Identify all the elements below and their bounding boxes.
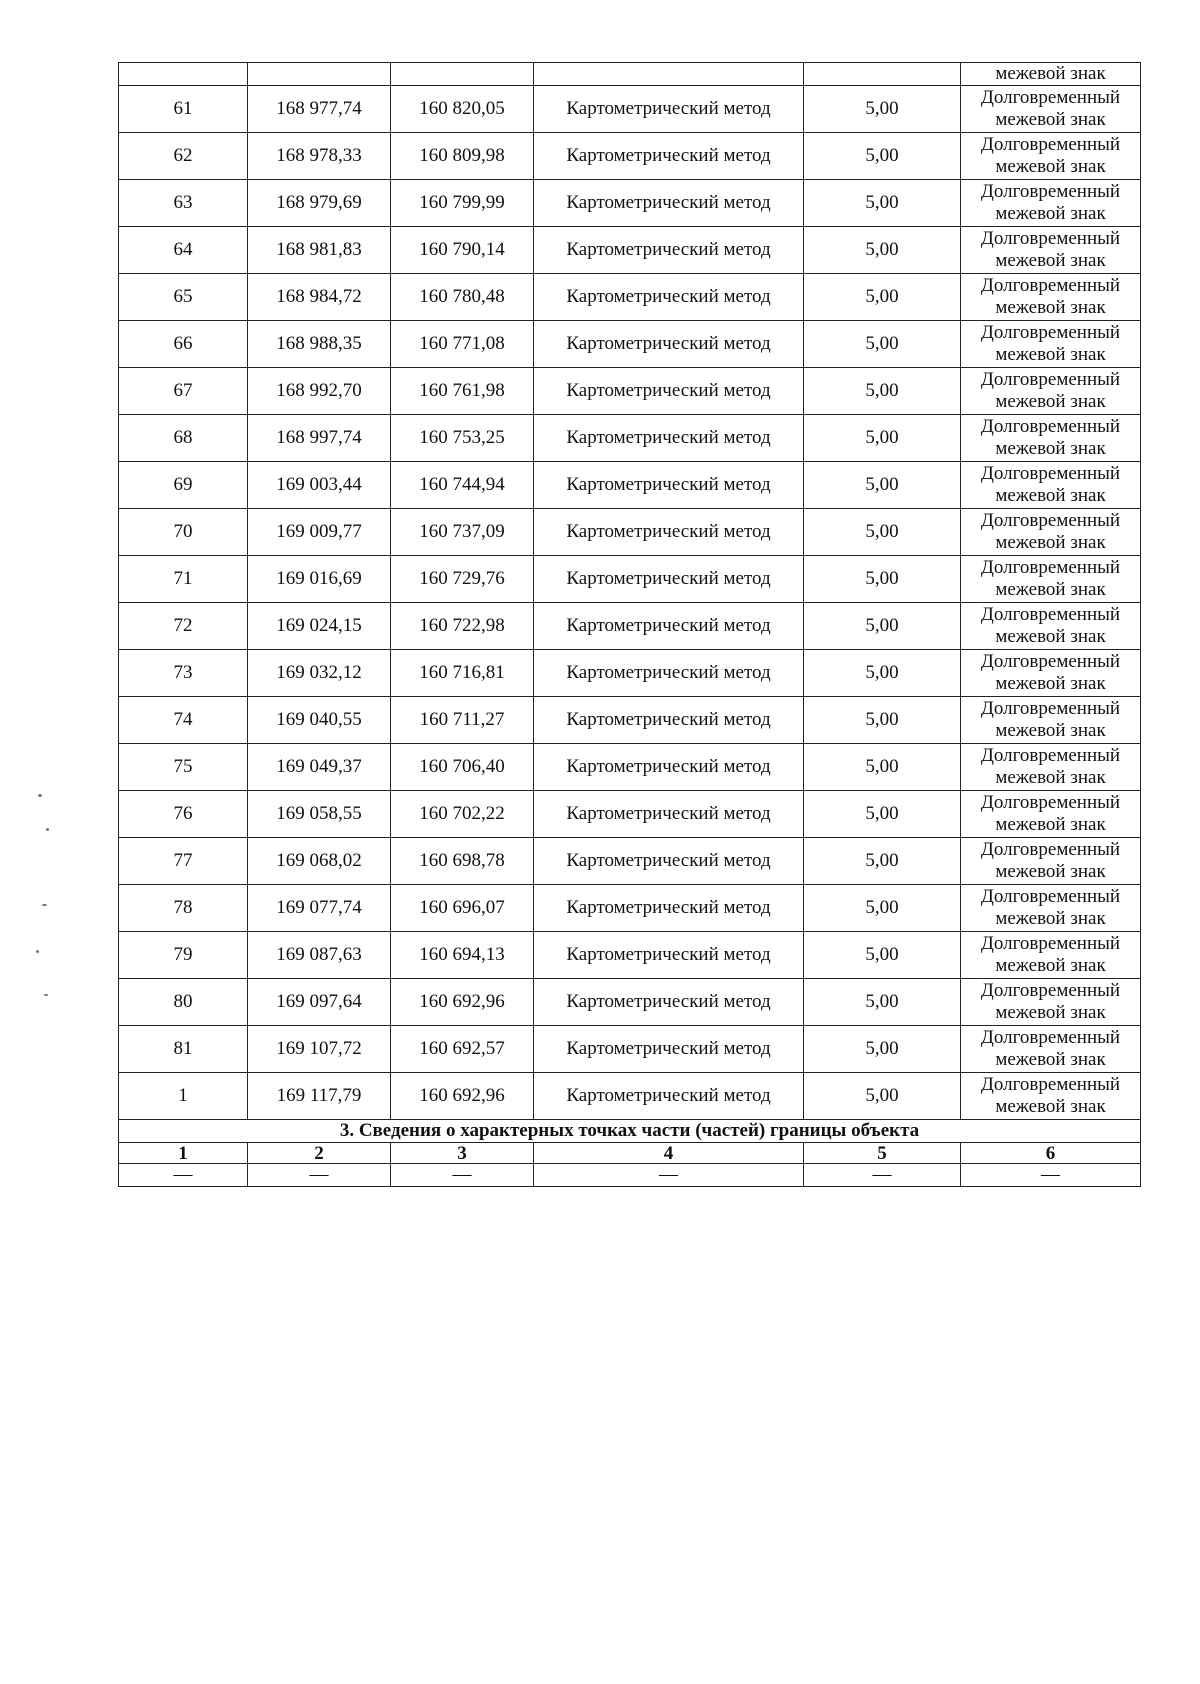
mark-kind-text: межевой знак xyxy=(995,156,1106,177)
dash-cell: — xyxy=(248,1164,391,1187)
empty-data-row xyxy=(119,1164,1141,1187)
mark-kind-text: межевой знак xyxy=(995,109,1106,130)
mark-kind-text: межевой знак xyxy=(995,720,1106,741)
table-row xyxy=(119,744,1141,791)
point-number-cell: 81 xyxy=(119,1026,248,1073)
x-coordinate-cell: 168 981,83 xyxy=(248,227,391,274)
mark-type-text: Долговременный xyxy=(980,1027,1121,1048)
table-cell xyxy=(804,63,961,86)
section-title: 3. Сведения о характерных точках части (частей) границы объекта xyxy=(119,1120,1141,1143)
mark-tail-cell: межевой знак xyxy=(961,63,1141,86)
method-cell: Картометрический метод xyxy=(534,650,804,697)
mark-type-text: Долговременный xyxy=(980,275,1121,296)
y-coordinate-cell: 160 694,13 xyxy=(391,932,534,979)
mark-description-cell xyxy=(961,744,1141,791)
column-number-cell: 1 xyxy=(119,1143,248,1164)
point-number-cell: 68 xyxy=(119,415,248,462)
accuracy-cell: 5,00 xyxy=(804,556,961,603)
mark-kind-text: межевой знак xyxy=(995,626,1106,647)
continued-row xyxy=(119,63,1141,86)
mark-description-cell xyxy=(961,791,1141,838)
mark-description-cell xyxy=(961,321,1141,368)
mark-type-text: Долговременный xyxy=(980,181,1121,202)
mark-type-text: Долговременный xyxy=(980,134,1121,155)
x-coordinate-cell: 168 979,69 xyxy=(248,180,391,227)
x-coordinate-cell: 168 978,33 xyxy=(248,133,391,180)
x-coordinate-cell: 169 049,37 xyxy=(248,744,391,791)
mark-description-cell xyxy=(961,462,1141,509)
mark-type-text: Долговременный xyxy=(980,463,1121,484)
accuracy-cell: 5,00 xyxy=(804,932,961,979)
accuracy-cell: 5,00 xyxy=(804,650,961,697)
table-row xyxy=(119,227,1141,274)
x-coordinate-cell: 169 040,55 xyxy=(248,697,391,744)
table-row xyxy=(119,697,1141,744)
table-row xyxy=(119,838,1141,885)
mark-kind-text: межевой знак xyxy=(995,532,1106,553)
mark-description-cell xyxy=(961,650,1141,697)
mark-kind-text: межевой знак xyxy=(995,203,1106,224)
dash-cell: — xyxy=(391,1164,534,1187)
y-coordinate-cell: 160 711,27 xyxy=(391,697,534,744)
mark-type-text: Долговременный xyxy=(980,933,1121,954)
column-numbers-row xyxy=(119,1143,1141,1164)
table-row xyxy=(119,462,1141,509)
mark-kind-text: межевой знак xyxy=(995,485,1106,506)
column-number-cell: 5 xyxy=(804,1143,961,1164)
method-cell: Картометрический метод xyxy=(534,415,804,462)
y-coordinate-cell: 160 729,76 xyxy=(391,556,534,603)
point-number-cell: 71 xyxy=(119,556,248,603)
accuracy-cell: 5,00 xyxy=(804,509,961,556)
method-cell: Картометрический метод xyxy=(534,462,804,509)
method-cell: Картометрический метод xyxy=(534,603,804,650)
table-row xyxy=(119,368,1141,415)
y-coordinate-cell: 160 706,40 xyxy=(391,744,534,791)
y-coordinate-cell: 160 737,09 xyxy=(391,509,534,556)
point-number-cell: 70 xyxy=(119,509,248,556)
mark-kind-text: межевой знак xyxy=(995,438,1106,459)
mark-type-text: Долговременный xyxy=(980,322,1121,343)
y-coordinate-cell: 160 702,22 xyxy=(391,791,534,838)
mark-type-text: Долговременный xyxy=(980,651,1121,672)
y-coordinate-cell: 160 799,99 xyxy=(391,180,534,227)
accuracy-cell: 5,00 xyxy=(804,979,961,1026)
table-cell xyxy=(119,63,248,86)
scan-speck xyxy=(42,904,47,906)
mark-kind-text: межевой знак xyxy=(995,1002,1106,1023)
accuracy-cell: 5,00 xyxy=(804,744,961,791)
point-number-cell: 73 xyxy=(119,650,248,697)
y-coordinate-cell: 160 696,07 xyxy=(391,885,534,932)
mark-kind-text: межевой знак xyxy=(995,250,1106,271)
point-number-cell: 80 xyxy=(119,979,248,1026)
accuracy-cell: 5,00 xyxy=(804,697,961,744)
x-coordinate-cell: 168 992,70 xyxy=(248,368,391,415)
table-row xyxy=(119,791,1141,838)
mark-type-text: Долговременный xyxy=(980,557,1121,578)
mark-type-text: Долговременный xyxy=(980,1074,1121,1095)
x-coordinate-cell: 169 068,02 xyxy=(248,838,391,885)
method-cell: Картометрический метод xyxy=(534,1026,804,1073)
x-coordinate-cell: 169 058,55 xyxy=(248,791,391,838)
table-row xyxy=(119,1073,1141,1120)
x-coordinate-cell: 169 097,64 xyxy=(248,979,391,1026)
accuracy-cell: 5,00 xyxy=(804,86,961,133)
mark-type-text: Долговременный xyxy=(980,886,1121,907)
x-coordinate-cell: 169 009,77 xyxy=(248,509,391,556)
mark-type-text: Долговременный xyxy=(980,510,1121,531)
mark-type-text: Долговременный xyxy=(980,604,1121,625)
mark-kind-text: межевой знак xyxy=(995,1096,1106,1117)
column-number-cell: 4 xyxy=(534,1143,804,1164)
x-coordinate-cell: 169 117,79 xyxy=(248,1073,391,1120)
table-row xyxy=(119,603,1141,650)
x-coordinate-cell: 169 032,12 xyxy=(248,650,391,697)
column-number-cell: 3 xyxy=(391,1143,534,1164)
point-number-cell: 63 xyxy=(119,180,248,227)
method-cell: Картометрический метод xyxy=(534,556,804,603)
point-number-cell: 75 xyxy=(119,744,248,791)
table-row xyxy=(119,274,1141,321)
column-number-cell: 6 xyxy=(961,1143,1141,1164)
accuracy-cell: 5,00 xyxy=(804,274,961,321)
mark-description-cell xyxy=(961,1026,1141,1073)
point-number-cell: 76 xyxy=(119,791,248,838)
y-coordinate-cell: 160 820,05 xyxy=(391,86,534,133)
mark-kind-text: межевой знак xyxy=(995,344,1106,365)
mark-description-cell xyxy=(961,509,1141,556)
mark-type-text: Долговременный xyxy=(980,228,1121,249)
y-coordinate-cell: 160 744,94 xyxy=(391,462,534,509)
mark-description-cell xyxy=(961,932,1141,979)
y-coordinate-cell: 160 698,78 xyxy=(391,838,534,885)
mark-description-cell xyxy=(961,180,1141,227)
mark-description-cell xyxy=(961,86,1141,133)
accuracy-cell: 5,00 xyxy=(804,415,961,462)
mark-kind-text: межевой знак xyxy=(995,767,1106,788)
accuracy-cell: 5,00 xyxy=(804,368,961,415)
x-coordinate-cell: 169 016,69 xyxy=(248,556,391,603)
column-number-cell: 2 xyxy=(248,1143,391,1164)
method-cell: Картометрический метод xyxy=(534,979,804,1026)
mark-description-cell xyxy=(961,838,1141,885)
mark-description-cell xyxy=(961,556,1141,603)
mark-type-text: Долговременный xyxy=(980,745,1121,766)
mark-kind-text: межевой знак xyxy=(995,861,1106,882)
point-number-cell: 64 xyxy=(119,227,248,274)
mark-type-text: Долговременный xyxy=(980,980,1121,1001)
point-number-cell: 67 xyxy=(119,368,248,415)
table-row xyxy=(119,650,1141,697)
mark-kind-text: межевой знак xyxy=(995,297,1106,318)
accuracy-cell: 5,00 xyxy=(804,1073,961,1120)
mark-kind-text: межевой знак xyxy=(995,673,1106,694)
mark-kind-text: межевой знак xyxy=(995,579,1106,600)
mark-type-text: Долговременный xyxy=(980,698,1121,719)
dash-cell: — xyxy=(119,1164,248,1187)
method-cell: Картометрический метод xyxy=(534,368,804,415)
table-row xyxy=(119,509,1141,556)
table-row xyxy=(119,979,1141,1026)
mark-description-cell xyxy=(961,274,1141,321)
dash-cell: — xyxy=(534,1164,804,1187)
table-row xyxy=(119,556,1141,603)
mark-description-cell xyxy=(961,227,1141,274)
table-row xyxy=(119,1026,1141,1073)
y-coordinate-cell: 160 771,08 xyxy=(391,321,534,368)
mark-description-cell xyxy=(961,697,1141,744)
y-coordinate-cell: 160 753,25 xyxy=(391,415,534,462)
accuracy-cell: 5,00 xyxy=(804,838,961,885)
accuracy-cell: 5,00 xyxy=(804,885,961,932)
point-number-cell: 77 xyxy=(119,838,248,885)
mark-kind-text: межевой знак xyxy=(995,955,1106,976)
method-cell: Картометрический метод xyxy=(534,744,804,791)
accuracy-cell: 5,00 xyxy=(804,321,961,368)
table-row xyxy=(119,415,1141,462)
point-number-cell: 66 xyxy=(119,321,248,368)
mark-type-text: Долговременный xyxy=(980,369,1121,390)
scan-speck xyxy=(36,950,39,953)
mark-type-text: Долговременный xyxy=(980,87,1121,108)
mark-description-cell xyxy=(961,979,1141,1026)
table-row xyxy=(119,133,1141,180)
method-cell: Картометрический метод xyxy=(534,274,804,321)
accuracy-cell: 5,00 xyxy=(804,133,961,180)
method-cell: Картометрический метод xyxy=(534,932,804,979)
table-cell xyxy=(391,63,534,86)
y-coordinate-cell: 160 790,14 xyxy=(391,227,534,274)
method-cell: Картометрический метод xyxy=(534,227,804,274)
point-number-cell: 78 xyxy=(119,885,248,932)
coordinates-table xyxy=(118,62,1141,1187)
point-number-cell: 65 xyxy=(119,274,248,321)
method-cell: Картометрический метод xyxy=(534,791,804,838)
point-number-cell: 1 xyxy=(119,1073,248,1120)
mark-description-cell xyxy=(961,603,1141,650)
accuracy-cell: 5,00 xyxy=(804,227,961,274)
method-cell: Картометрический метод xyxy=(534,321,804,368)
mark-description-cell xyxy=(961,1073,1141,1120)
dash-cell: — xyxy=(961,1164,1141,1187)
y-coordinate-cell: 160 692,57 xyxy=(391,1026,534,1073)
method-cell: Картометрический метод xyxy=(534,180,804,227)
accuracy-cell: 5,00 xyxy=(804,462,961,509)
mark-kind-text: межевой знак xyxy=(995,814,1106,835)
accuracy-cell: 5,00 xyxy=(804,180,961,227)
method-cell: Картометрический метод xyxy=(534,697,804,744)
point-number-cell: 79 xyxy=(119,932,248,979)
mark-kind-text: межевой знак xyxy=(995,1049,1106,1070)
method-cell: Картометрический метод xyxy=(534,885,804,932)
mark-type-text: Долговременный xyxy=(980,792,1121,813)
mark-description-cell xyxy=(961,885,1141,932)
method-cell: Картометрический метод xyxy=(534,1073,804,1120)
method-cell: Картометрический метод xyxy=(534,509,804,556)
point-number-cell: 62 xyxy=(119,133,248,180)
mark-kind-text: межевой знак xyxy=(995,908,1106,929)
point-number-cell: 61 xyxy=(119,86,248,133)
scan-speck xyxy=(38,794,42,797)
mark-description-cell xyxy=(961,415,1141,462)
x-coordinate-cell: 168 984,72 xyxy=(248,274,391,321)
x-coordinate-cell: 168 997,74 xyxy=(248,415,391,462)
mark-type-text: Долговременный xyxy=(980,416,1121,437)
table-cell xyxy=(534,63,804,86)
x-coordinate-cell: 168 977,74 xyxy=(248,86,391,133)
table-row xyxy=(119,932,1141,979)
mark-description-cell xyxy=(961,133,1141,180)
point-number-cell: 72 xyxy=(119,603,248,650)
y-coordinate-cell: 160 761,98 xyxy=(391,368,534,415)
table-row xyxy=(119,885,1141,932)
y-coordinate-cell: 160 692,96 xyxy=(391,1073,534,1120)
x-coordinate-cell: 169 077,74 xyxy=(248,885,391,932)
mark-kind-text: межевой знак xyxy=(995,391,1106,412)
mark-type-text: Долговременный xyxy=(980,839,1121,860)
method-cell: Картометрический метод xyxy=(534,86,804,133)
dash-cell: — xyxy=(804,1164,961,1187)
table-row xyxy=(119,86,1141,133)
table-cell xyxy=(248,63,391,86)
x-coordinate-cell: 169 003,44 xyxy=(248,462,391,509)
y-coordinate-cell: 160 716,81 xyxy=(391,650,534,697)
y-coordinate-cell: 160 722,98 xyxy=(391,603,534,650)
accuracy-cell: 5,00 xyxy=(804,1026,961,1073)
x-coordinate-cell: 169 087,63 xyxy=(248,932,391,979)
y-coordinate-cell: 160 780,48 xyxy=(391,274,534,321)
table-row xyxy=(119,321,1141,368)
accuracy-cell: 5,00 xyxy=(804,791,961,838)
section-heading-row xyxy=(119,1120,1141,1143)
x-coordinate-cell: 168 988,35 xyxy=(248,321,391,368)
method-cell: Картометрический метод xyxy=(534,838,804,885)
mark-description-cell xyxy=(961,368,1141,415)
scan-speck xyxy=(44,994,48,996)
method-cell: Картометрический метод xyxy=(534,133,804,180)
point-number-cell: 69 xyxy=(119,462,248,509)
point-number-cell: 74 xyxy=(119,697,248,744)
table-row xyxy=(119,180,1141,227)
y-coordinate-cell: 160 809,98 xyxy=(391,133,534,180)
x-coordinate-cell: 169 107,72 xyxy=(248,1026,391,1073)
scan-speck xyxy=(46,828,49,831)
y-coordinate-cell: 160 692,96 xyxy=(391,979,534,1026)
x-coordinate-cell: 169 024,15 xyxy=(248,603,391,650)
accuracy-cell: 5,00 xyxy=(804,603,961,650)
